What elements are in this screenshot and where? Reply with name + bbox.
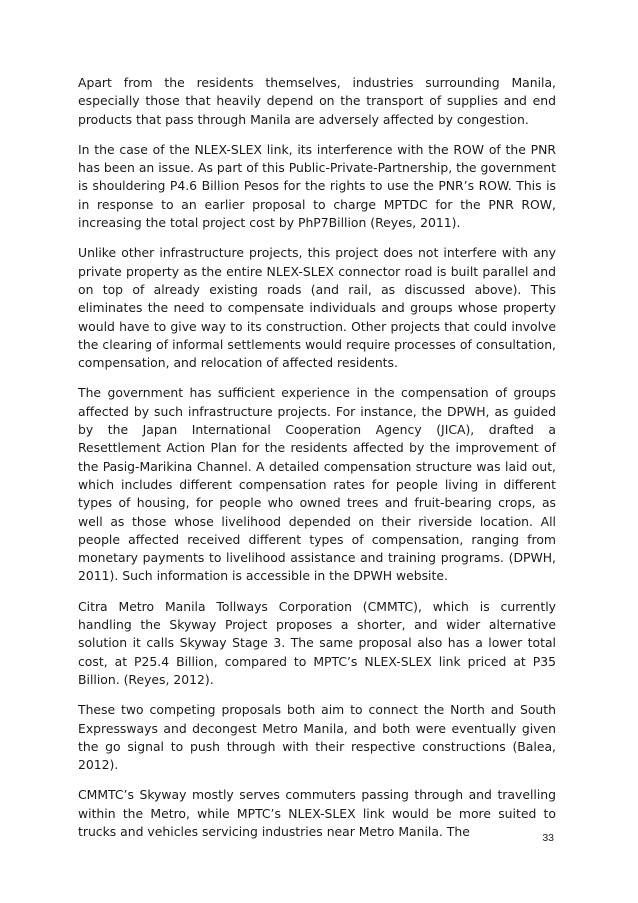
- body-text: [78, 74, 556, 853]
- paragraph-pnr-row: In the case of the NLEX-SLEX link, its interference with the ROW of the PNR has been an issue. As part of this Public-Private-Partnership, the government is shouldering P4.6 Billion Pesos for the rights to use the PNR’s ROW. This is in response to an earlier proposal to charge MPTDC for the PNR ROW, increasing the total project cost by PhP7Billion (Reyes, 2011).: [78, 141, 556, 231]
- page-number: 33: [542, 832, 554, 844]
- paragraph-skyway-proposal: Citra Metro Manila Tollways Corporation (CMMTC), which is currently handling the Skyway Project proposes a shorter, and wider alternative solution it calls Skyway Stage 3. The same proposal also has a lower total cost, at P25.4 Billion, compared to MPTC’s NLEX-SLEX link priced at P35 Billion. (Reyes, 2012).: [78, 598, 556, 687]
- paragraph-industries: Apart from the residents themselves, industries surrounding Manila, especially those that heavily depend on the transport of supplies and end products that pass through Manila are adversely affected by congestion.: [78, 75, 556, 127]
- paragraph-competing-proposals: These two competing proposals both aim to connect the North and South Expressways and decongest Metro Manila, and both were eventually given the go signal to push through with their respective constructions (Balea, 2012).: [78, 702, 556, 773]
- paragraph-private-property: Unlike other infrastructure projects, this project does not interfere with any private property as the entire NLEX-SLEX connector road is built parallel and on top of already existing roads (and rail, as discussed above). This eliminates the need to compensate individuals and groups whose property would have to give way to its construction. Other projects that could involve the clearing of informal settlements would require processes of consultation, compensation, and relocation of affected residents.: [78, 245, 556, 371]
- paragraph-cmmtc-skyway: CMMTC’s Skyway mostly serves commuters passing through and travelling within the Metro, while MPTC’s NLEX-SLEX link would be more suited to trucks and vehicles servicing industries near Metro Manila. The: [78, 787, 556, 839]
- paragraph-compensation: The government has sufficient experience in the compensation of groups affected by such infrastructure projects. For instance, the DPWH, as guided by the Japan International Cooperation Agency (JICA), drafted a Resettlement Action Plan for the residents affected by the improvement of the Pasig-Marikina Channel. A detailed compensation structure was laid out, which includes different compensation rates for people living in different types of housing, for people who owned trees and fruit-bearing crops, as well as those whose livelihood depended on their riverside location. All people affected received different types of compensation, ranging from monetary payments to livelihood assistance and training programs. (DPWH, 2011). Such information is accessible in the DPWH website.: [78, 385, 556, 584]
